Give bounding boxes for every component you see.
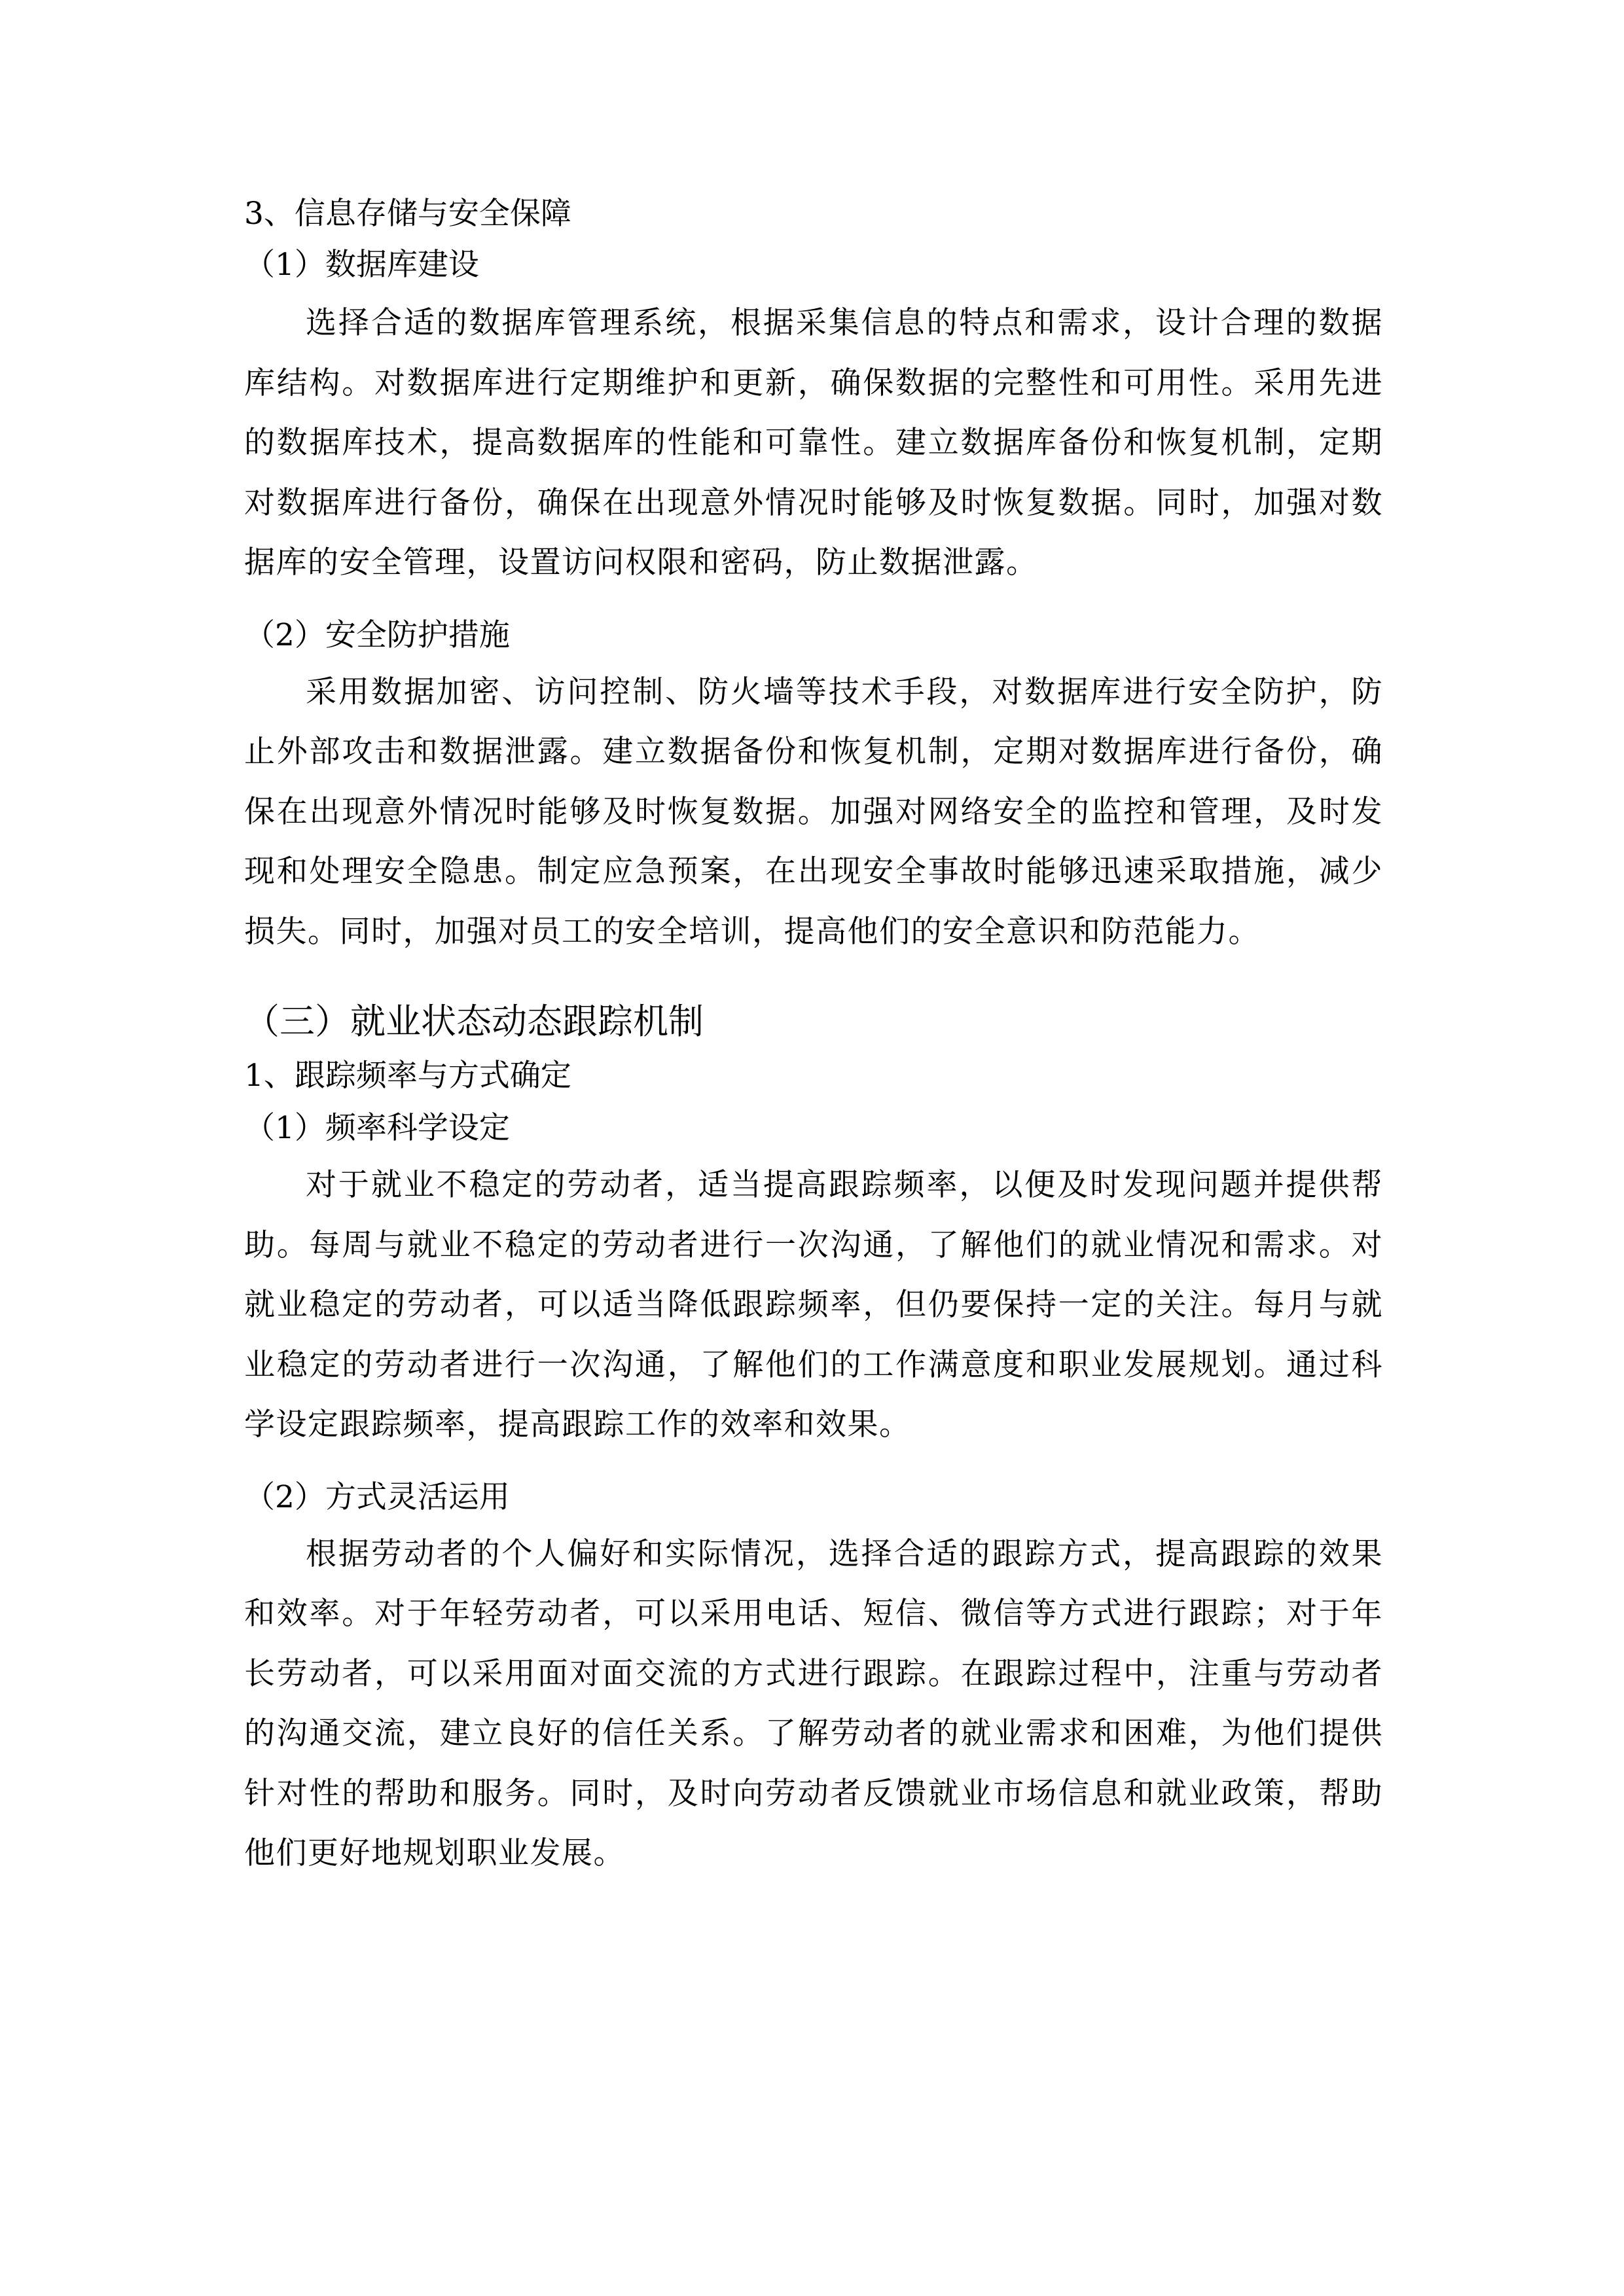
page-content (244, 190, 1383, 1884)
subsection-heading-security: （2）安全防护措施 (244, 617, 510, 653)
section-heading-tracking: 1、跟踪频率与方式确定 (244, 1058, 571, 1094)
paragraph-database: 选择合适的数据库管理系统，根据采集信息的特点和需求，设计合理的数据库结构。对数据库进行定期维护和更新，确保数据的完整性和可用性。采用先进的数据库技术，提高数据库的性能和可靠性。建立数据库备份和恢复机制，定期对数据库进行备份，确保在出现意外情况时能够及时恢复数据。同时，加强对数据库的安全管理，设置访问权限和密码，防止数据泄露。 (244, 305, 1383, 581)
paragraph-security: 采用数据加密、访问控制、防火墙等技术手段，对数据库进行安全防护，防止外部攻击和数据泄露。建立数据备份和恢复机制，定期对数据库进行备份，确保在出现意外情况时能够及时恢复数据。加强对网络安全的监控和管理，及时发现和处理安全隐患。制定应急预案，在出现安全事故时能够迅速采取措施，减少损失。同时，加强对员工的安全培训，提高他们的安全意识和防范能力。 (244, 673, 1383, 950)
paragraph-method: 根据劳动者的个人偏好和实际情况，选择合适的跟踪方式，提高跟踪的效果和效率。对于年轻劳动者，可以采用电话、短信、微信等方式进行跟踪；对于年长劳动者，可以采用面对面交流的方式进行跟踪。在跟踪过程中，注重与劳动者的沟通交流，建立良好的信任关系。了解劳动者的就业需求和困难，为他们提供针对性的帮助和服务。同时，及时向劳动者反馈就业市场信息和就业政策，帮助他们更好地规划职业发展。 (244, 1535, 1383, 1871)
subsection-heading-database: （1）数据库建设 (244, 247, 479, 283)
subsection-heading-frequency: （1）频率科学设定 (244, 1110, 510, 1146)
section-heading-storage: 3、信息存储与安全保障 (244, 196, 571, 232)
paragraph-frequency: 对于就业不稳定的劳动者，适当提高跟踪频率，以便及时发现问题并提供帮助。每周与就业不稳定的劳动者进行一次沟通，了解他们的就业情况和需求。对就业稳定的劳动者，可以适当降低跟踪频率，但仍要保持一定的关注。每月与就业稳定的劳动者进行一次沟通，了解他们的工作满意度和职业发展规划。通过科学设定跟踪频率，提高跟踪工作的效率和效果。 (244, 1167, 1383, 1443)
chapter-heading-tracking: （三）就业状态动态跟踪机制 (244, 1001, 704, 1042)
subsection-heading-method: （2）方式灵活运用 (244, 1479, 510, 1515)
